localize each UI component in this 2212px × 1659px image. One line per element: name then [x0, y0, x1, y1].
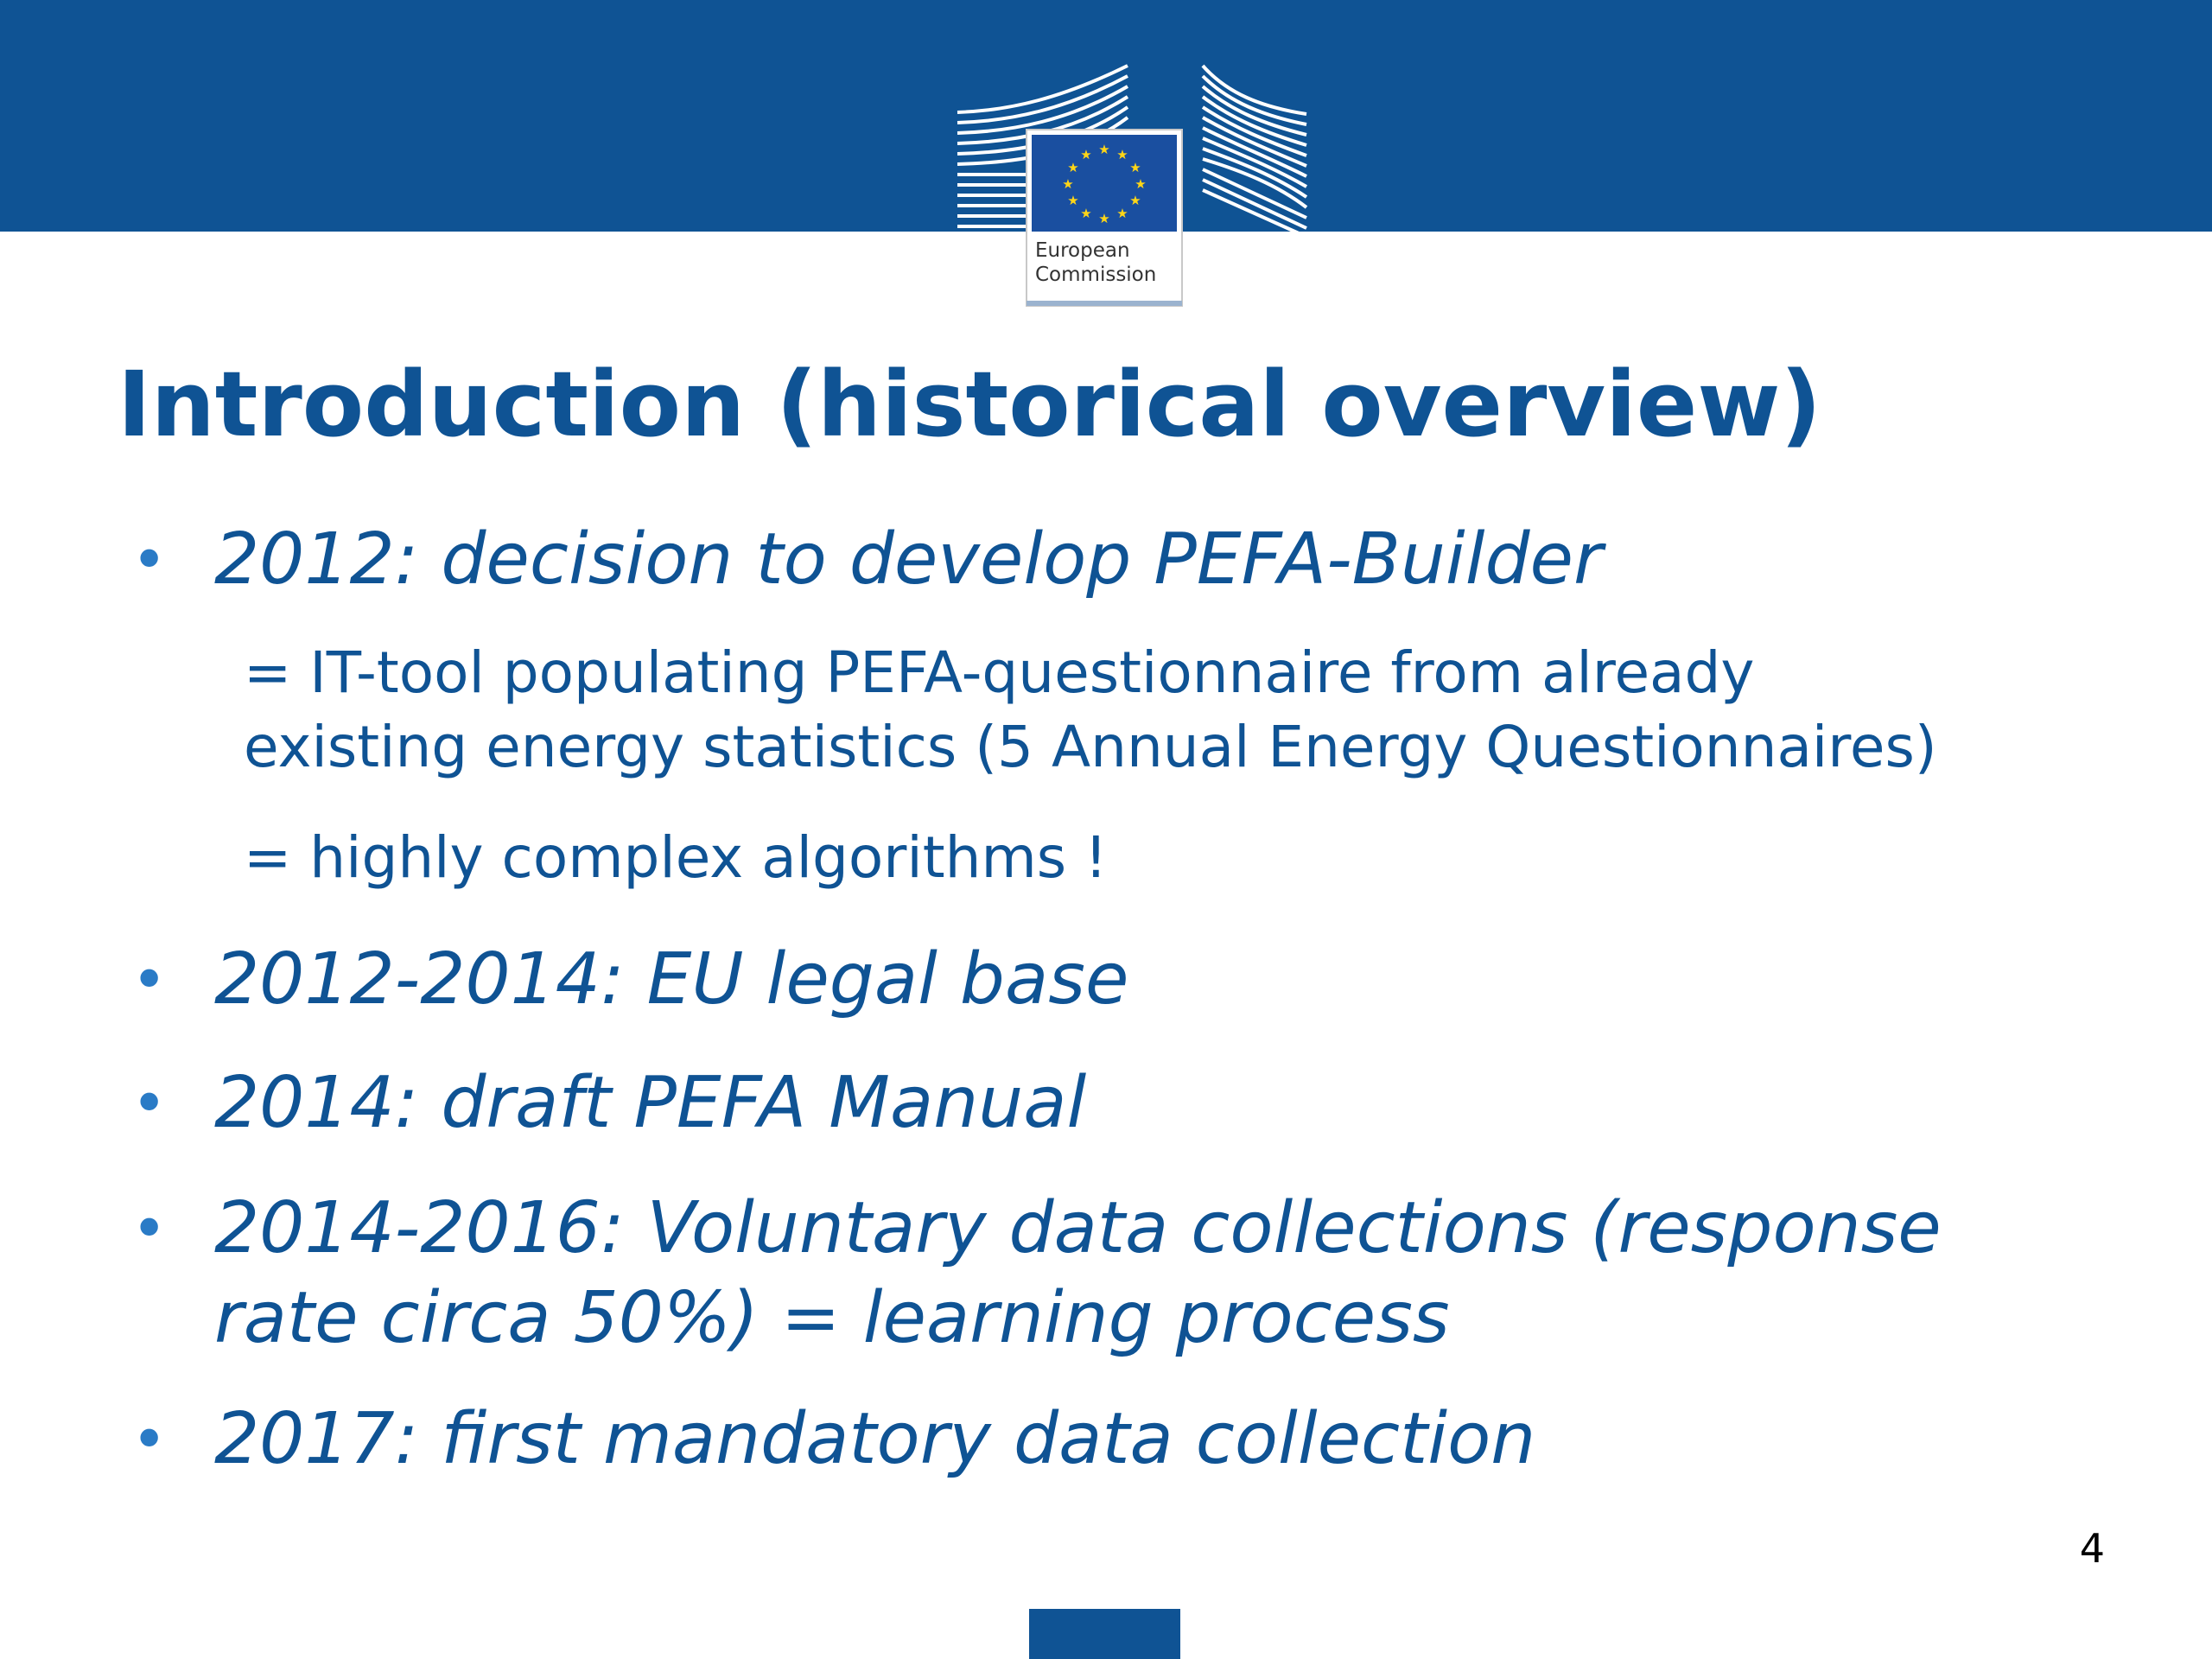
sub-point-text: = highly complex algorithms ! [244, 824, 1108, 891]
logo-panel-underline [1027, 301, 1182, 306]
bullet-text: • 2014: draft PEFA Manual [214, 1062, 1087, 1144]
svg-text:★: ★ [1062, 176, 1074, 192]
bullet-text: • 2012-2014: EU legal base [214, 938, 1129, 1020]
bullet-text: • 2014-2016: Voluntary data collections (response [214, 1187, 1942, 1269]
slide-title: Introduction (historical overview) [118, 352, 1821, 457]
logo-line-european: European [1035, 239, 1130, 262]
sub-point [244, 821, 2145, 895]
svg-text:★: ★ [1098, 142, 1110, 157]
bullet-item [214, 1395, 2158, 1484]
sub-point-text: = IT-tool populating PEFA-questionnaire from already [244, 639, 1755, 706]
svg-text:★: ★ [1067, 193, 1079, 208]
bullet-item [214, 1184, 2158, 1363]
svg-text:★: ★ [1129, 160, 1141, 175]
sub-point-text: existing energy statistics (5 Annual Energy Questionnaires) [244, 714, 1937, 780]
svg-text:★: ★ [1080, 147, 1092, 162]
bullet-text: • 2012: decision to develop PEFA-Builder [214, 518, 1603, 601]
svg-text:★: ★ [1135, 176, 1147, 192]
bullet-text: rate circa 50%) = learning process [214, 1277, 1450, 1359]
bullet-text: • 2017: first mandatory data collection [214, 1398, 1536, 1480]
svg-text:★: ★ [1098, 211, 1110, 226]
logo-line-commission: Commission [1035, 264, 1157, 286]
logo-wordmark [1035, 238, 1178, 287]
bullet-item [214, 935, 2158, 1025]
building-right-wing [1203, 66, 1306, 237]
page-number: 4 [2079, 1525, 2105, 1572]
svg-text:★: ★ [1129, 193, 1141, 208]
footer-block [1029, 1609, 1180, 1659]
svg-text:★: ★ [1116, 206, 1128, 221]
sub-point [244, 636, 2145, 785]
bullet-item [214, 1058, 2158, 1148]
svg-text:★: ★ [1080, 206, 1092, 221]
svg-text:★: ★ [1067, 160, 1079, 175]
svg-text:★: ★ [1116, 147, 1128, 162]
bullet-item [214, 515, 2158, 605]
